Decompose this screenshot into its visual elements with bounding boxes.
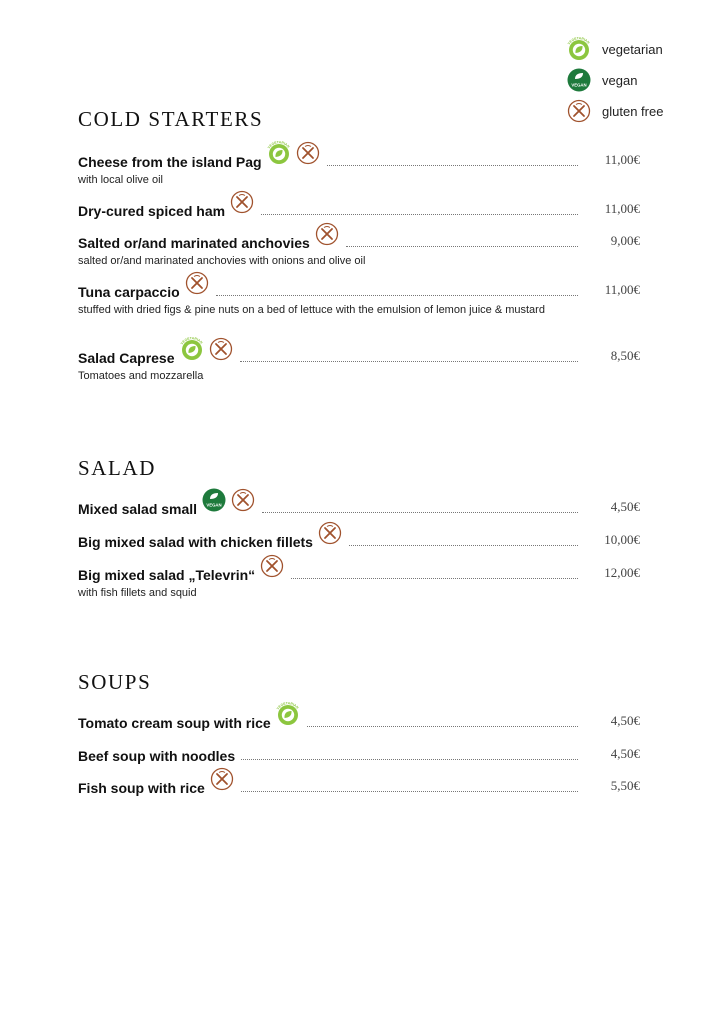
dotted-leader — [261, 214, 578, 215]
menu-item-name: Fish soup with rice — [78, 780, 205, 796]
menu-item-description: salted or/and marinated anchovies with onions and olive oil — [78, 255, 366, 267]
legend-label: vegetarian — [602, 42, 663, 57]
menu-item-price: 10,00€ — [604, 532, 640, 547]
menu-item-description: with fish fillets and squid — [78, 587, 197, 599]
menu-item-description: with local olive oil — [78, 174, 163, 186]
svg-text:VEGETARIAN: VEGETARIAN — [566, 36, 591, 46]
menu-item-line — [78, 744, 640, 764]
gluten-free-icon — [208, 336, 234, 362]
menu-item-line — [78, 563, 640, 583]
menu-item-line — [78, 280, 640, 300]
svg-text:VEGETARIAN: VEGETARIAN — [266, 140, 290, 150]
dotted-leader — [216, 295, 578, 296]
vegetarian-icon — [275, 701, 301, 727]
menu-item-name: Mixed salad small — [78, 501, 198, 517]
legend-label: gluten free — [602, 104, 664, 119]
dietary-icons — [317, 520, 343, 546]
menu-item-price: 5,50€ — [610, 778, 640, 793]
dotted-leader — [349, 545, 578, 546]
section-title: SALAD — [78, 456, 157, 480]
menu-item — [78, 231, 640, 269]
gluten-free-icon — [230, 487, 256, 513]
dotted-leader — [241, 791, 578, 792]
menu-item — [78, 497, 640, 517]
menu-item — [78, 563, 640, 601]
menu-item-price: 4,50€ — [610, 499, 640, 514]
gluten-free-icon — [229, 189, 255, 215]
menu-item-price: 8,50€ — [610, 348, 640, 363]
gluten-free-icon — [295, 140, 321, 166]
menu-item — [78, 140, 640, 188]
vegan-icon — [566, 67, 592, 93]
section-title: COLD STARTERS — [78, 107, 264, 131]
menu-item-name: Beef soup with noodles — [78, 748, 236, 764]
menu-item-line — [78, 497, 640, 517]
menu-item-line — [78, 530, 640, 550]
dietary-icons — [201, 487, 256, 513]
menu-item-name: Big mixed salad with chicken fillets — [78, 534, 313, 550]
dietary-icons — [179, 336, 234, 362]
dotted-leader — [262, 512, 578, 513]
menu-item-name: Salted or/and marinated anchovies — [78, 235, 310, 251]
legend-label: vegan — [602, 73, 638, 88]
dietary-icons — [259, 553, 285, 579]
menu-item-description: Tomatoes and mozzarella — [78, 370, 204, 382]
dietary-icons — [184, 270, 210, 296]
menu-item-line — [78, 199, 640, 219]
vegetarian-icon — [179, 336, 205, 362]
menu-item-price: 11,00€ — [604, 201, 640, 216]
svg-text:VEGETARIAN: VEGETARIAN — [179, 336, 203, 346]
svg-text:VEGAN: VEGAN — [571, 82, 587, 88]
menu-item-price: 11,00€ — [604, 152, 640, 167]
dietary-icons — [314, 221, 340, 247]
gluten-free-icon — [184, 270, 210, 296]
vegan-icon — [201, 487, 227, 513]
menu-item-name: Big mixed salad „Televrin“ — [78, 567, 256, 583]
menu-item — [78, 280, 640, 318]
dotted-leader — [291, 578, 578, 579]
menu-item — [78, 199, 640, 219]
dotted-leader — [240, 361, 579, 362]
dotted-leader — [307, 726, 578, 727]
vegetarian-icon — [266, 140, 292, 166]
dotted-leader — [327, 165, 578, 166]
dietary-legend — [566, 36, 716, 129]
menu-item — [78, 776, 640, 796]
gluten-free-icon — [209, 766, 235, 792]
dietary-icons — [209, 766, 235, 792]
gluten-free-icon — [259, 553, 285, 579]
gluten-free-icon — [314, 221, 340, 247]
menu-item-line — [78, 701, 640, 731]
menu-item-description: stuffed with dried figs & pine nuts on a bed of lettuce with the emulsion of lemon juice & mustard — [78, 304, 545, 316]
menu-item-name: Dry-cured spiced ham — [78, 203, 226, 219]
menu-item-line — [78, 336, 640, 366]
vegetarian-icon — [566, 36, 592, 62]
dotted-leader — [241, 759, 578, 760]
menu-item-line — [78, 231, 640, 251]
menu-item-price: 9,00€ — [610, 233, 640, 248]
gluten-free-icon — [317, 520, 343, 546]
menu-item-name: Tomato cream soup with rice — [78, 715, 271, 731]
menu-item-price: 11,00€ — [604, 282, 640, 297]
dietary-icons — [275, 701, 301, 727]
menu-item-price: 4,50€ — [610, 746, 640, 761]
menu-item-price: 12,00€ — [604, 565, 640, 580]
dietary-icons — [229, 189, 255, 215]
menu-item — [78, 744, 640, 764]
menu-item-line — [78, 776, 640, 796]
menu-item — [78, 530, 640, 550]
dotted-leader — [346, 246, 578, 247]
dietary-icons — [266, 140, 321, 166]
legend-row-vegetarian — [566, 36, 716, 67]
section-title: SOUPS — [78, 670, 152, 694]
menu-item-line — [78, 140, 640, 170]
legend-row-gluten-free — [566, 98, 716, 129]
menu-item-name: Salad Caprese — [78, 350, 175, 366]
menu-item-name: Tuna carpaccio — [78, 284, 180, 300]
menu-item — [78, 336, 640, 384]
svg-text:VEGETARIAN: VEGETARIAN — [275, 701, 299, 711]
legend-row-vegan — [566, 67, 716, 98]
menu-item-name: Cheese from the island Pag — [78, 154, 262, 170]
menu-item — [78, 701, 640, 731]
menu-item-price: 4,50€ — [610, 713, 640, 728]
svg-text:VEGAN: VEGAN — [206, 502, 222, 508]
gluten-free-icon — [566, 98, 592, 124]
